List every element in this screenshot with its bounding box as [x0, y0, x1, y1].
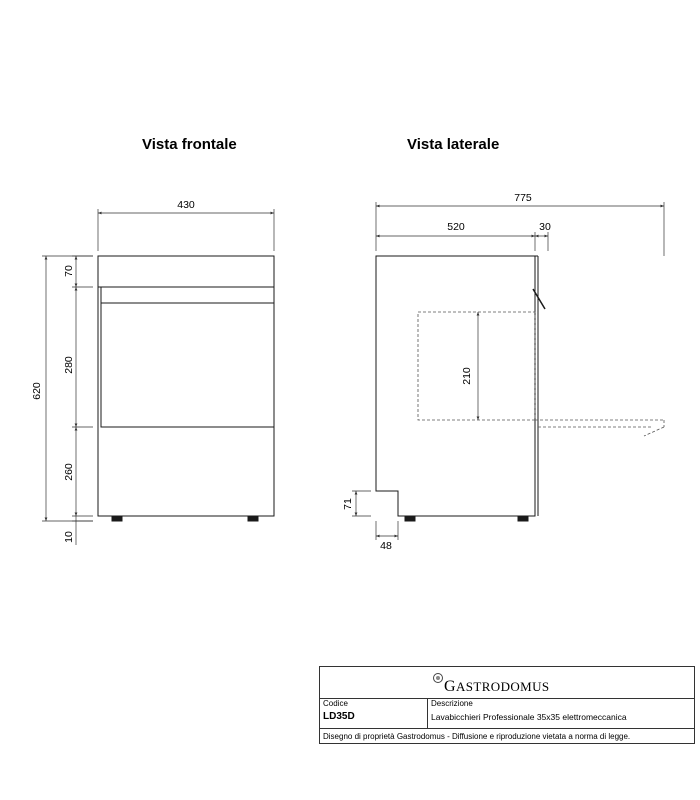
- front-door-label: 280: [63, 356, 75, 374]
- code-value: LD35D: [323, 711, 355, 722]
- side-basket-dashed: [418, 312, 664, 436]
- front-width-label: 430: [177, 199, 195, 211]
- side-body-outline: [376, 256, 535, 516]
- front-feet-label: 10: [63, 531, 75, 543]
- front-height-label: 620: [31, 382, 43, 400]
- description-label: Descrizione: [431, 699, 473, 708]
- ownership-notice: Disegno di proprietà Gastrodomus - Diffusione e riproduzione vietata a norma di legge.: [323, 732, 631, 741]
- front-door: [101, 287, 274, 427]
- front-lower-label: 260: [63, 463, 75, 481]
- side-total-depth-label: 775: [514, 192, 532, 204]
- description-value: Lavabicchieri Professionale 35x35 elettromeccanica: [431, 712, 627, 722]
- side-body-depth-label: 520: [447, 221, 465, 233]
- code-cell: [320, 698, 428, 728]
- side-body-depth-dimension: [376, 232, 548, 251]
- title-block-logo-row: [320, 667, 694, 699]
- side-view: [376, 256, 545, 521]
- front-foot-left: [112, 516, 122, 521]
- brand-logo-icon: [432, 672, 444, 684]
- code-label: Codice: [323, 699, 348, 708]
- side-view-title: Vista laterale: [407, 136, 500, 153]
- front-foot-right: [248, 516, 258, 521]
- side-total-depth-dimension: [376, 202, 664, 256]
- side-handle-depth-label: 30: [539, 221, 551, 233]
- side-basket-height-label: 210: [461, 367, 473, 385]
- front-segment-dimensions: [72, 256, 93, 545]
- title-block-info-row: [320, 698, 694, 729]
- title-block: [319, 666, 695, 744]
- front-top-panel-label: 70: [63, 265, 75, 277]
- side-notch-dimensions: [352, 491, 398, 540]
- brand-name: GASTRODOMUS: [444, 678, 550, 695]
- front-view: [98, 256, 274, 521]
- side-foot-rear: [518, 516, 528, 521]
- side-notch-height-label: 71: [342, 498, 354, 510]
- side-notch-depth-label: 48: [380, 540, 392, 552]
- front-body-outline: [98, 256, 274, 516]
- front-view-title: Vista frontale: [142, 136, 237, 153]
- side-foot-front: [405, 516, 415, 521]
- front-width-dimension: [98, 209, 274, 251]
